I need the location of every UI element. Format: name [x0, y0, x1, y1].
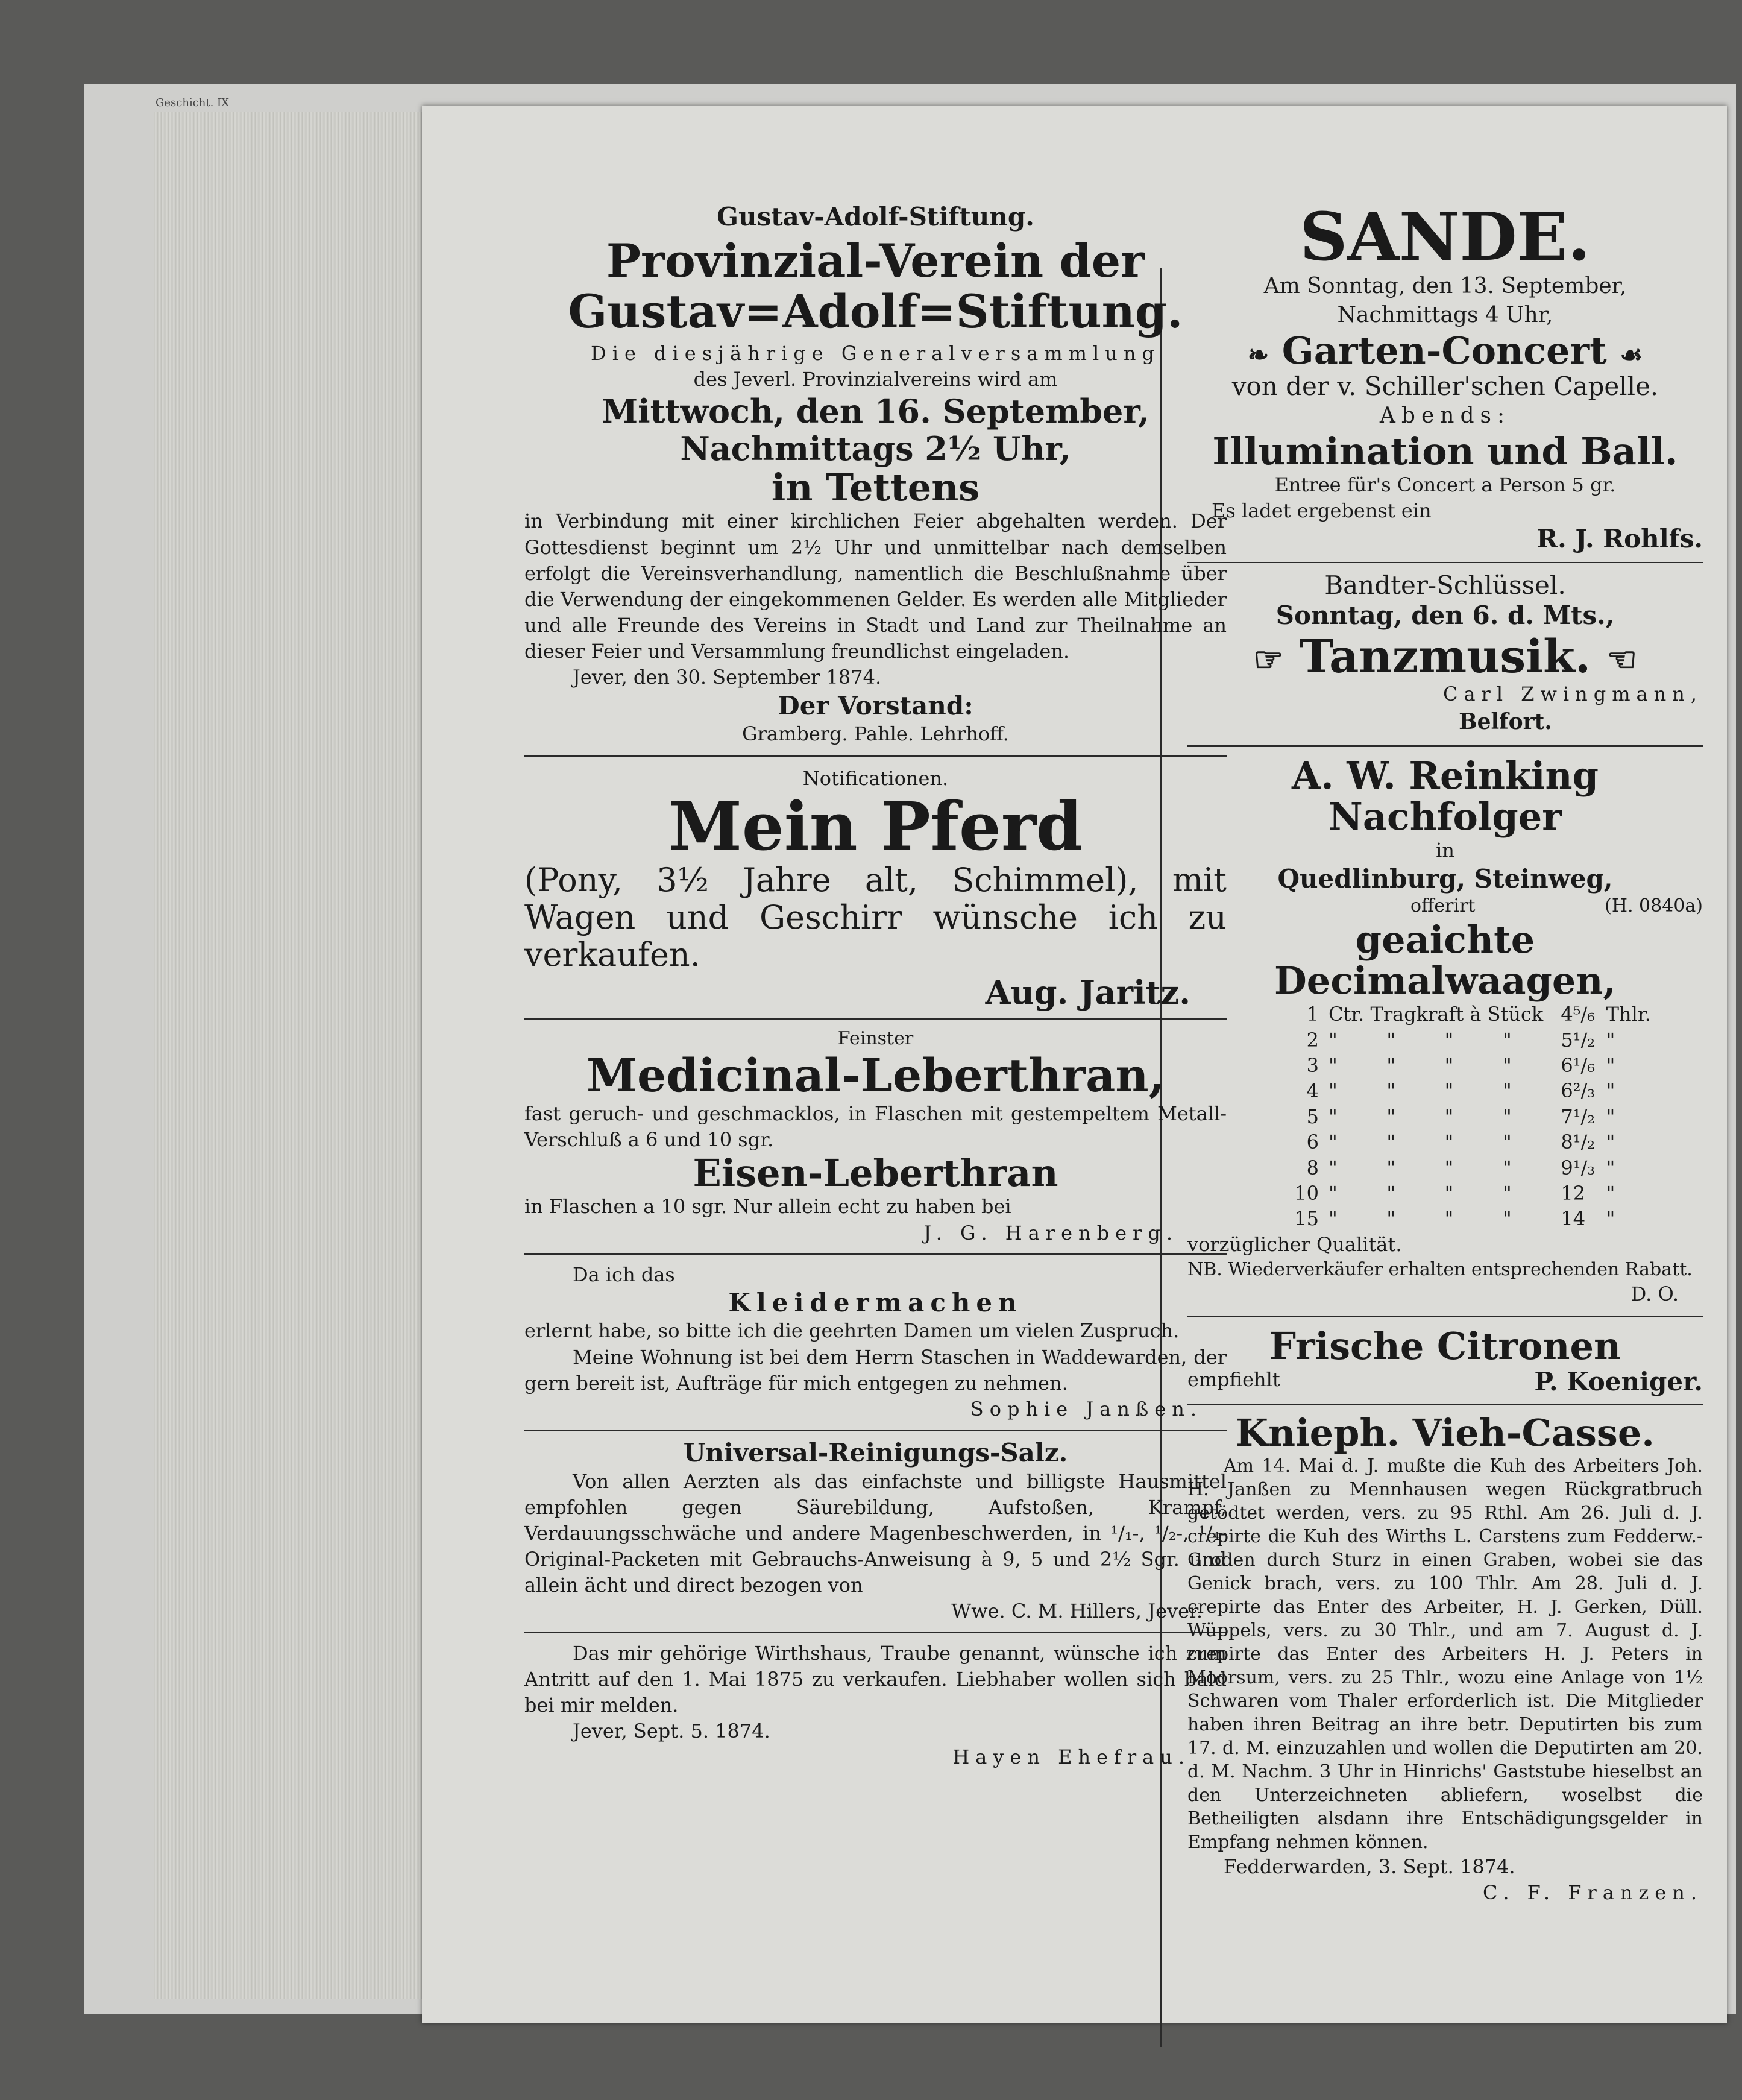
table-row [1272, 1104, 1658, 1129]
ditto-mark: " [1606, 1130, 1615, 1154]
capacity-cell: 4 [1306, 1079, 1319, 1103]
cod-title: Medicinal-Leberthran, [586, 1048, 1165, 1103]
gustav-dateline: Jever, den 30. September 1874. [573, 666, 882, 689]
sande-line-1: Am Sonntag, den 13. September, [1263, 273, 1627, 298]
sande-ball: Illumination und Ball. [1212, 429, 1678, 473]
gustav-header: Gustav-Adolf-Stiftung. [717, 202, 1034, 232]
ditto-mark: " [1606, 1054, 1615, 1077]
left-column [524, 202, 1227, 1771]
inn-dateline: Jever, Sept. 5. 1874. [573, 1720, 770, 1743]
dress-title: Kleidermachen [728, 1288, 1023, 1317]
lemons-footer [1187, 1367, 1703, 1397]
cod-liver-oil-ad [524, 1027, 1227, 1246]
ditto-mark: " [1502, 1207, 1512, 1231]
reinking-quality: vorzüglicher Qualität. [1187, 1232, 1402, 1256]
underlying-page-label: Geschicht. IX [156, 96, 229, 109]
scale-price-table [1272, 1001, 1658, 1232]
horse-sale-notice [524, 766, 1227, 1011]
ditto-mark: " [1329, 1130, 1338, 1154]
table-row [1272, 1155, 1658, 1181]
table-row [1272, 1001, 1658, 1027]
gustav-title-2: Gustav=Adolf=Stiftung. [568, 284, 1183, 338]
lemons-recommends: empfiehlt [1187, 1368, 1280, 1392]
price-cell: 7¹/₂ [1561, 1105, 1596, 1128]
cattle-signature: C. F. Franzen. [1482, 1881, 1703, 1904]
cod-body-2: in Flaschen a 10 sgr. Nur allein echt zu haben bei [524, 1195, 1011, 1219]
ditto-mark: " [1329, 1207, 1338, 1231]
cattle-title: Knieph. Vieh-Casse. [1236, 1411, 1655, 1455]
dance-venue: Bandter-Schlüssel. [1324, 570, 1566, 600]
reinking-offer-row [1187, 894, 1703, 919]
reinking-product: geaichte Decimalwaagen, [1274, 917, 1617, 1003]
ditto-mark: " [1329, 1156, 1338, 1179]
ditto-mark: " [1606, 1156, 1615, 1179]
pointing-hand-right-icon: ☞ [1253, 639, 1284, 680]
ornament-left-icon: ❧ [1247, 339, 1269, 370]
dance-title-row [1187, 631, 1703, 682]
ditto-mark: " [1606, 1079, 1615, 1103]
dress-body-1: erlernt habe, so bitte ich die geehrten Damen um vielen Zuspruch. [524, 1319, 1180, 1343]
reinking-title: A. W. Reinking Nachfolger [1292, 753, 1599, 839]
sande-band: von der v. Schiller'schen Capelle. [1231, 371, 1659, 401]
separator [524, 755, 1227, 757]
table-row [1272, 1078, 1658, 1103]
separator [1187, 1316, 1703, 1317]
capacity-cell: 2 [1306, 1028, 1319, 1052]
reinking-in: in [1436, 839, 1454, 862]
ditto-mark: " [1606, 1028, 1615, 1052]
ditto-mark: " [1502, 1182, 1512, 1205]
dance-date: Sonntag, den 6. d. Mts., [1275, 601, 1615, 631]
cattle-insurance-notice [1187, 1413, 1703, 1906]
sande-concert-ad [1187, 198, 1703, 555]
dress-pre: Da ich das [573, 1263, 675, 1286]
table-row [1272, 1129, 1658, 1155]
separator [524, 1632, 1227, 1633]
cod-title-2: Eisen-Leberthran [693, 1151, 1058, 1196]
lemons-title: Frische Citronen [1269, 1324, 1621, 1369]
sande-signature: R. J. Rohlfs. [1536, 524, 1703, 554]
cattle-body: Am 14. Mai d. J. mußte die Kuh des Arbeiters Joh. H. Janßen zu Mennhausen wegen Rückgratbruch getödtet werden, vers. zu 95 Rthl. Am 26. Juli d. J. crepirte die Kuh des Wirths L. Carstens zum Fedderw.-Groden durch Sturz in einen Graben, wobei sie das Genick brach, vers. zu 100 Thlr. Am 28. Juli d. J. crepirte das Enter des Arbeiter, H. J. Gerken, Düll. Wüppels, vers. zu 30 Thlr., und am 7. August d. J. crepirte das Enter des Arbeiters H. J. Peters in Moorsum, vers. zu 25 Thlr., wozu eine Anlage von 1½ Schwaren vom Thaler erforderlich ist. Die Mitglieder haben ihren Beitrag an ihre betr. Deputirten bis zum 17. d. M. einzuzahlen und wollen die Deputirten am 20. d. M. Nachm. 3 Uhr in Hinrichs' Gaststube hieselbst an den Unterzeichneten abliefern, woselbst die Betheiligten alsdann ihre Entschädigungsgelder in Empfang nehmen können. [1187, 1455, 1703, 1853]
gustav-body: in Verbindung mit einer kirchlichen Feier abgehalten werden. Der Gottesdienst beginnt um 2½ Uhr und unmittelbar nach demselben erfolgt die Vereinsverhandlung, namentlich die Beschlußnahme über die Verwendung der eingekommenen Gelder. Es werden alle Mitglieder und alle Freunde des Vereins in Stadt und Land zur Theilnahme an dieser Feier und Versammlung freundlichst eingeladen. [524, 509, 1227, 663]
ditto-mark: " [1329, 1079, 1338, 1103]
dance-ad [1187, 570, 1703, 737]
gustav-date: Mittwoch, den 16. September, [602, 391, 1149, 430]
inn-body: Das mir gehörige Wirthshaus, Traube genannt, wünsche ich zum Antritt auf den 1. Mai 1875 zu verkaufen. Liebhaber wollen sich bald bei mir melden. [524, 1641, 1227, 1717]
price-cell: 6²/₃ [1561, 1079, 1596, 1103]
ditto-mark: " [1444, 1182, 1454, 1205]
gustav-board-names: Gramberg. Pahle. Lehrhoff. [742, 722, 1009, 746]
price-cell: 12 [1561, 1182, 1586, 1205]
gustav-title-1: Provinzial-Verein der [606, 234, 1145, 288]
ditto-mark: " [1606, 1207, 1615, 1231]
cod-signature: J. G. Harenberg. [923, 1221, 1178, 1244]
ditto-mark: " [1386, 1207, 1396, 1231]
gustav-place: in Tettens [771, 465, 980, 510]
capacity-cell: 15 [1294, 1207, 1319, 1231]
sande-line-2: Nachmittags 4 Uhr, [1337, 303, 1553, 328]
horse-body: (Pony, 3½ Jahre alt, Schimmel), mit Wagen und Geschirr wünsche ich zu verkaufen. [524, 860, 1227, 974]
separator [524, 1253, 1227, 1255]
ditto-mark: " [1502, 1054, 1512, 1077]
dress-signature: Sophie Janßen. [970, 1397, 1203, 1420]
ditto-mark: " [1444, 1207, 1454, 1231]
reinking-scales-ad [1187, 755, 1703, 1307]
ditto-mark: " [1386, 1028, 1396, 1052]
salt-body: Von allen Aerzten als das einfachste und billigste Hausmittel empfohlen gegen Säurebildung, Aufstoßen, Krampf, Verdauungsschwäche und andere Magenbeschwerden, in ¹/₁-, ¹/₂-, ¹/₄-Original-Packeten mit Gebrauchs-Anweisung à 9, 5 und 2½ Sgr. und allein ächt und direct bezogen von [524, 1469, 1227, 1597]
horse-title: Mein Pferd [668, 787, 1083, 866]
separator [524, 1430, 1227, 1431]
cleaning-salt-ad [524, 1438, 1227, 1625]
salt-signature: Wwe. C. M. Hillers, Jever. [951, 1600, 1203, 1623]
reinking-initials: D. O. [1630, 1282, 1679, 1305]
ditto-mark: " [1502, 1079, 1512, 1103]
lemons-signature: P. Koeniger. [1534, 1367, 1703, 1397]
sande-invite: Es ladet ergebenst ein [1212, 499, 1432, 523]
unit-header: Ctr. Tragkraft à Stück [1329, 1003, 1544, 1026]
cod-body: fast geruch- und geschmacklos, in Flaschen mit gestempeltem Metall-Verschluß a 6 und 10 sgr. [524, 1102, 1227, 1152]
ditto-mark: " [1386, 1054, 1396, 1077]
table-row [1272, 1181, 1658, 1206]
price-cell: 6¹/₆ [1561, 1054, 1596, 1077]
horse-signature: Aug. Jaritz. [985, 973, 1190, 1012]
ditto-mark: " [1329, 1182, 1338, 1205]
gustav-time: Nachmittags 2½ Uhr, [680, 429, 1071, 468]
ditto-mark: " [1386, 1182, 1396, 1205]
capacity-cell: 6 [1306, 1130, 1319, 1154]
capacity-cell: 10 [1294, 1182, 1319, 1205]
ditto-mark: " [1444, 1079, 1454, 1103]
ditto-mark: " [1444, 1156, 1454, 1179]
ditto-mark: " [1386, 1079, 1396, 1103]
price-cell: 4⁵/₆ [1561, 1003, 1596, 1026]
page-stack-edge [154, 112, 438, 1999]
currency-header: Thlr. [1606, 1003, 1651, 1026]
ditto-mark: " [1386, 1156, 1396, 1179]
inn-signature: Hayen Ehefrau. [952, 1745, 1190, 1769]
price-cell: 8¹/₂ [1561, 1130, 1596, 1154]
salt-title: Universal-Reinigungs-Salz. [683, 1438, 1068, 1468]
ditto-mark: " [1606, 1105, 1615, 1128]
price-cell: 9¹/₃ [1561, 1156, 1596, 1179]
dressmaking-notice [524, 1262, 1227, 1422]
sande-concert [1187, 330, 1703, 371]
table-row [1272, 1027, 1658, 1053]
gustav-intro-1: Die diesjährige Generalversammlung [591, 341, 1160, 365]
table-row [1272, 1206, 1658, 1231]
reinking-note: NB. Wiederverkäufer erhalten entsprechenden Rabatt. [1187, 1259, 1693, 1280]
notifications-header: Notificationen. [802, 767, 949, 790]
reinking-city: Quedlinburg, Steinweg, [1277, 863, 1613, 894]
reinking-offer: offerirt [1410, 895, 1476, 916]
ditto-mark: " [1386, 1130, 1396, 1154]
gustav-adolf-notice [524, 202, 1227, 747]
reinking-code: (H. 0840a) [1605, 895, 1703, 916]
dance-title: Tanzmusik. [1299, 629, 1591, 683]
ditto-mark: " [1444, 1105, 1454, 1128]
capacity-cell: 8 [1306, 1156, 1319, 1179]
separator [1187, 1404, 1703, 1405]
gustav-intro-2: des Jeverl. Provinzialvereins wird am [693, 367, 1058, 391]
separator [524, 1018, 1227, 1020]
ditto-mark: " [1444, 1054, 1454, 1077]
ditto-mark: " [1606, 1182, 1615, 1205]
dance-name: Carl Zwingmann, [1442, 683, 1703, 706]
dance-place: Belfort. [1459, 709, 1552, 735]
sande-concert-label: Garten-Concert [1281, 328, 1607, 373]
sande-entry: Entree für's Concert a Person 5 gr. [1274, 473, 1616, 497]
gustav-board-title: Der Vorstand: [778, 690, 973, 720]
sande-title: SANDE. [1300, 198, 1591, 276]
ditto-mark: " [1444, 1028, 1454, 1052]
capacity-cell: 1 [1306, 1003, 1319, 1026]
sande-evening: Abends: [1379, 403, 1511, 429]
ditto-mark: " [1502, 1156, 1512, 1179]
separator [1187, 562, 1703, 563]
ornament-right-icon: ☙ [1620, 339, 1643, 370]
capacity-cell: 5 [1306, 1105, 1319, 1128]
table-row [1272, 1053, 1658, 1078]
separator [1187, 745, 1703, 747]
ditto-mark: " [1329, 1028, 1338, 1052]
ditto-mark: " [1502, 1130, 1512, 1154]
capacity-cell: 3 [1306, 1054, 1319, 1077]
lemons-ad [1187, 1326, 1703, 1397]
dress-body-2: Meine Wohnung ist bei dem Herrn Staschen in Waddewarden, der gern bereit ist, Aufträge für mich entgegen zu nehmen. [524, 1345, 1227, 1395]
ditto-mark: " [1502, 1105, 1512, 1128]
ditto-mark: " [1444, 1130, 1454, 1154]
newspaper-page [422, 106, 1727, 2023]
cod-pre: Feinster [837, 1028, 914, 1050]
ditto-mark: " [1329, 1054, 1338, 1077]
cattle-dateline: Fedderwarden, 3. Sept. 1874. [1224, 1855, 1515, 1878]
ditto-mark: " [1329, 1105, 1338, 1128]
right-column [1187, 198, 1703, 1906]
ditto-mark: " [1502, 1028, 1512, 1052]
pointing-hand-left-icon: ☜ [1606, 639, 1637, 680]
price-cell: 14 [1561, 1207, 1586, 1231]
ditto-mark: " [1386, 1105, 1396, 1128]
inn-sale-notice [524, 1641, 1227, 1771]
price-cell: 5¹/₂ [1561, 1028, 1596, 1052]
